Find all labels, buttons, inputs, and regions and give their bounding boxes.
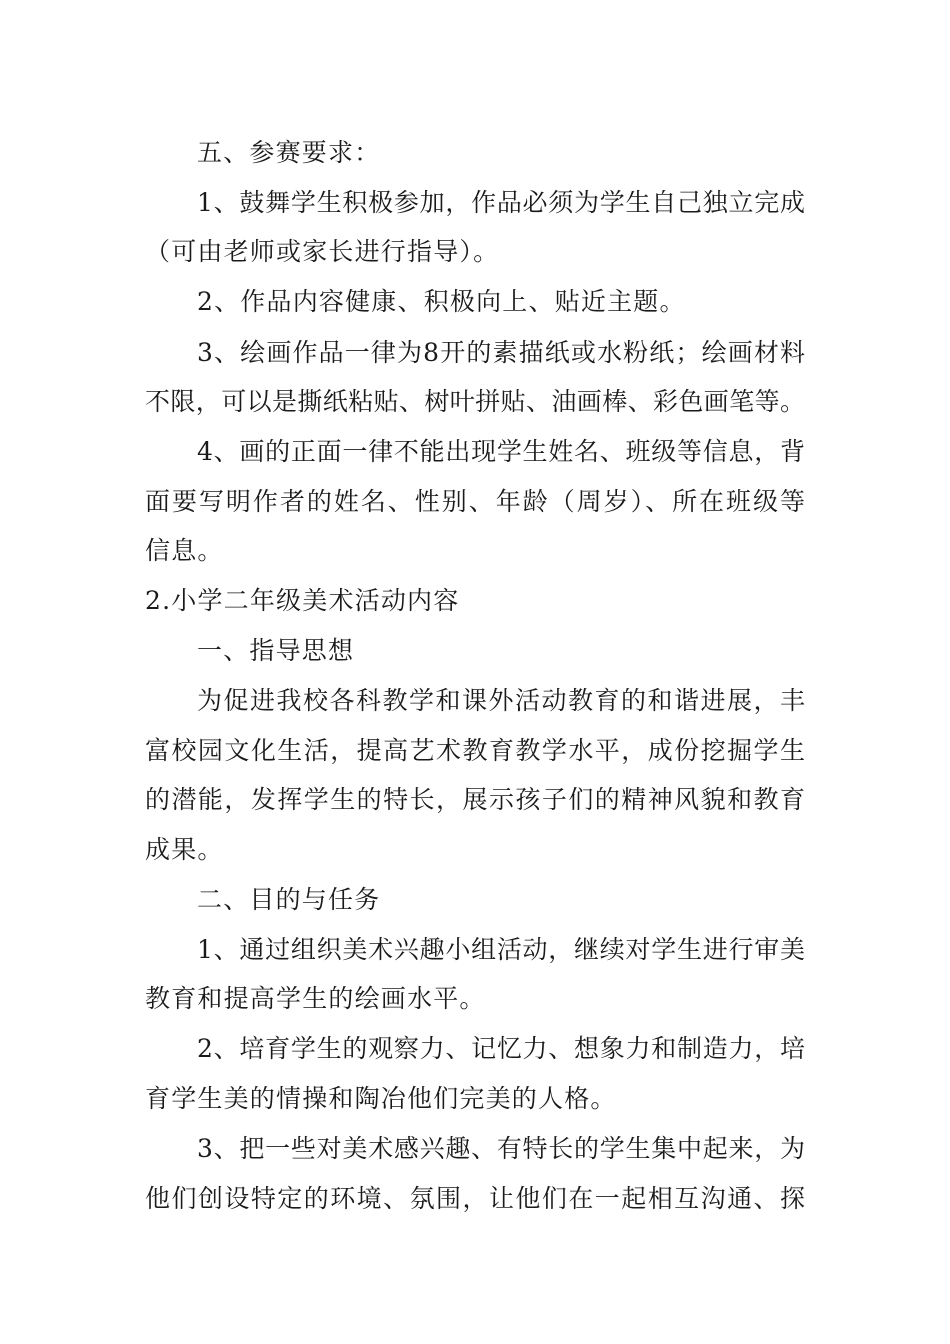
paragraph-line: 不限，可以是撕纸粘贴、树叶拼贴、油画棒、彩色画笔等。 <box>145 387 805 416</box>
paragraph-line: 面要写明作者的姓名、性别、年龄（周岁）、所在班级等 <box>145 487 805 516</box>
paragraph-line: 4、画的正面一律不能出现学生姓名、班级等信息，背 <box>197 437 805 466</box>
paragraph-line: 的潜能，发挥学生的特长，展示孩子们的精神风貌和教育 <box>145 785 805 814</box>
paragraph-line: 他们创设特定的环境、氛围，让他们在一起相互沟通、探 <box>145 1184 805 1213</box>
paragraph-line: 1、通过组织美术兴趣小组活动，继续对学生进行审美 <box>197 935 805 964</box>
paragraph-line: 2、作品内容健康、积极向上、贴近主题。 <box>197 287 686 316</box>
paragraph-line: 2、培育学生的观察力、记忆力、想象力和制造力，培 <box>197 1034 805 1063</box>
paragraph-line: 3、绘画作品一律为8开的素描纸或水粉纸；绘画材料 <box>197 338 805 367</box>
paragraph-line: 富校园文化生活，提高艺术教育教学水平，成份挖掘学生 <box>145 736 805 765</box>
paragraph-line: 1、鼓舞学生积极参加，作品必须为学生自己独立完成 <box>197 188 805 217</box>
paragraph-line: （可由老师或家长进行指导）。 <box>145 237 500 266</box>
section-heading-guiding-ideology: 一、指导思想 <box>197 636 355 665</box>
section-heading-goals: 二、目的与任务 <box>197 885 381 914</box>
paragraph-line: 教育和提高学生的绘画水平。 <box>145 984 486 1013</box>
section-title-art-activity: 2.小学二年级美术活动内容 <box>145 586 460 615</box>
paragraph-line: 3、把一些对美术感兴趣、有特长的学生集中起来，为 <box>197 1134 805 1163</box>
paragraph-line: 育学生美的情操和陶冶他们完美的人格。 <box>145 1084 617 1113</box>
paragraph-line: 信息。 <box>145 536 224 565</box>
paragraph-line: 成果。 <box>145 835 224 864</box>
paragraph-line: 为促进我校各科教学和课外活动教育的和谐进展，丰 <box>197 686 805 715</box>
section-heading-requirements: 五、参赛要求： <box>197 138 381 167</box>
